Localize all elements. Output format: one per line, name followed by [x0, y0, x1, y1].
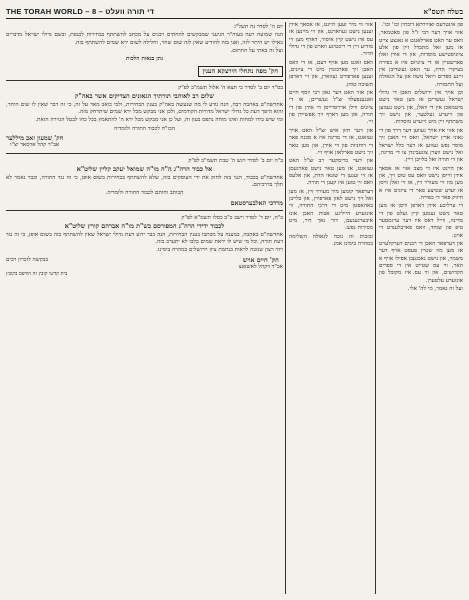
signature-title: אב"ד קהל ארסאד יצ"ו [10, 142, 60, 149]
masthead: THE TORAH WORLD – 8 – די תורה וועלט [6, 6, 155, 16]
signature-block [6, 135, 283, 150]
letter-closing: הכו"ח לכבוד התורה ולומדיה [114, 125, 175, 132]
letter-4 [6, 213, 283, 282]
newspaper-page [6, 4, 463, 594]
column-paragraph: די ערליכע אידן דארפן וויסן אז מען טאר נישט נעמען קיין געלט פון די מדינה, ווייל דאס איז דער ערגסטער טיפ פון שוחד, וואס פארבלענדט די אויגן. [379, 203, 463, 239]
column-middle [289, 22, 373, 594]
letter-3 [6, 156, 283, 211]
letter-addressee: לכבוד ידידי הרה"ג המפורסם כש"ת מו"ה אברהם קורץ שליט"א [64, 222, 225, 231]
column-letters [6, 22, 283, 594]
letter-paragraph: הכותב וחותם לכבוד התורה ולומדיה. [105, 190, 184, 197]
signature: חק' שמעון זאב מיללער [6, 135, 64, 143]
signature: הק' חיים אויש [242, 256, 279, 264]
letter-2 [6, 83, 283, 154]
letter-date: ב"ה יום ב' לסדר ויגש ה' טבת תשמ"ב לפ"ק [188, 157, 283, 164]
column-paragraph: און דער חזון איש זצ"ל האט אויך געזאגט, אז די מדינה איז א סכנה פאר די רוחניות פון די אידן, און מען טאר זיך נישט פארלאזן אויף זיי. [289, 127, 373, 156]
column-right [379, 22, 463, 594]
signature: מרדכי האלבערסטאם [230, 199, 283, 207]
column-paragraph: און אזוי איז אויך געווען דער דרך פון די גאוני ארץ ישראל, וואס זיי האבן זיך מוסר נפש געווען אז דער כלל ישראל זאל נישט ווערן צוגעבינדן צו די מדינה, און די תורה זאל בלייבן ריין. [379, 127, 463, 164]
stamp-line: בית קדשי קובץ זה הודפס בקובץ [6, 271, 68, 278]
letter-addressee: אל כבוד הרה"ג ה"ה מו"ה שמואל יעקב קליין שליט"א [76, 165, 213, 174]
signature-block [6, 200, 283, 207]
column-paragraph: און דער בריסקער רב זצ"ל האט געזאגט, אז מען טאר נישט פארגעסן אז זיי זענען די שונאי הדת, און אלעס וואס זיי טוען איז קעגן די תורה. [289, 158, 373, 187]
signature-note: בבקשה לזכרון רבים [6, 256, 49, 263]
column-rule [285, 22, 286, 594]
columns [6, 22, 463, 594]
letter-paragraph: אחדשה"ט בכבוד, הנני בזה לחזק את ידי העוסקים בזה, שלא להשתתף בבחירות בשום אופן, כי זה נגד התורה, וכבר נאמר לא תלך בדרכיהם. [6, 174, 283, 188]
signature-block [6, 66, 283, 77]
column-paragraph: און דערפאר האבן די רבנים דערקלערט אז מען מוז שטיין פעסט אויף דער משמר, און נישט נאכגעבן אפילו אויף א האר, ווי עס שטייט אין די ספרים הקדושים, און ווי עס איז מקובל פון אונזערע עלטערן. [379, 240, 463, 284]
letter-addressee: שלום רב לאוהבי תורתיך הגאונים הצדיקים אשר באה"ק [75, 92, 214, 101]
letter-date: ב"ה, יום ד' לסדר וישב כ"ב כסלו תשמ"א לפ"ק [181, 214, 283, 221]
column-paragraph: אזוי אויך דער רבי ז"ל פון סאטמאר, וואס ער האט פארלאנגט א גאנצע צייט אז מען זאל מתבדל זיין פון אלע ציוניסטישע מוסדות, און די אידן זאלן פארשטיין אז די ציוניזם איז א כפירה בעיקרי הדת, ער האט געשריבן אין זיינע ספרים ויואל משה און על הגאולה ועל התמורה. [379, 30, 463, 88]
section-label: בשלח תשס"א [423, 6, 463, 16]
column-paragraph: און היינט איז די מצב אזוי אז אסאך אידן ווייסן נישט וואס עס טוט זיך, און מען מוז זיי מעורר זיין, אז זיי זאלן וויסן אז יעדע שטיצע פאר די ציונים איז א חיזוק פאר די כפירה. [379, 165, 463, 201]
running-head [6, 4, 463, 19]
letter-date: יום ה' לסדר נח תשל"ג [233, 24, 283, 30]
letter-paragraph: הנה שמועה רעה בעוה"ר הגיעני שמבקשים להחתים רבנים על מכתב להשתתף בבחירות לכנסת, ובשם גדולי ישראל מדברים כאילו יש היתר לזה, ואני בזה להודיע שאין לזה שום שחר, וחלילה לשום ירא שמים להשתתף בזה. [6, 32, 283, 46]
letter-paragraph: אחדשה"ט באהבה רבה, הנה נודע לי מה שנעשה באה"ק בענין הבחירות, ולבי כואב מאד על זה, כי זה דבר שאין לו שום היתר, והוא היפך דעת כל גדולי ישראל מדורות הקודמים, ולכן אני מבקש מכל ירא שמים שיתרחק מזה. [6, 101, 283, 116]
letter-paragraph: אחדשה"ט באהבה, במענה על מכתבו בענין הבחירות, הנה כבר ידוע דעת גדולי ישראל שאין להשתתף בזה בשום אופן, כי זה נגד דעת תורה, וכל מי שיש לו יראת שמים בלבו לא יתערב בזה. [6, 231, 283, 245]
signature-title: אב"ד דקהל לאשאנצ [238, 263, 283, 270]
letter-1 [6, 22, 283, 81]
column-rule [375, 22, 376, 594]
column-paragraph: ובזכות זה נזכה לגאולה השלימה במהרה בימינו אמן. [289, 233, 373, 247]
column-paragraph: וואס זאגט מען אויף דעם, אז די וואס האבן זיך פארבונדן מיט די ציונים, זענען פארפירט געווארן, און זיי דארפן תשובה טוהן. [289, 59, 373, 88]
letter-closing-title: נתן בנאות הלכות [126, 56, 163, 63]
letter-paragraph: ומי שיש בידו למחות ואינו מוחה נתפס בעון זה, ועל כן אני מבקש מכל ירא ה' להתאמץ בכל כחו לבטל הגזירה הזאת. [35, 117, 283, 124]
letter-paragraph: ועל זה באתי על החתום. [230, 48, 283, 55]
column-paragraph: אזוי ווי מיר זעען היינט, אז אסאך אידן זענען נישט געווארנט, און זיי מיינען אז עס איז נישט קיין איסור, דארף מען זיי מודיע זיין די ריכטיגע ווארט פון די גדולי הדור. [289, 22, 373, 58]
column-paragraph: וכן אויך אין ירושלים האבן די גדולי ישראל געשריבן אז מען טאר נישט מיטמאכן אין די וואלן, און נישט נעמען פון זייערע געלטער, און נישט זיך משתתף זיין מיט זייערע מוסדות. [379, 90, 463, 126]
signature-block [6, 257, 283, 272]
column-paragraph: ועל זה נאמר, מי לה' אלי. [407, 286, 463, 293]
letter-date: בס"ד יום ב' לסדר כי תצא ה' אלול תשמ"ב לפ"ק [178, 85, 283, 92]
signature-box: חק' מפה נתחלי הירצקא הענין [198, 66, 283, 77]
column-paragraph: פון אינטרעס ואווירתא דוכתין וכו' וכו'. [381, 22, 463, 28]
column-paragraph: און אזוי האט דער גאון רבי יוסף חיים זאננענפעלד זצ"ל געשריבן, אז די ציונים ווילן ארויסרייסן די אידן פון די תורה, און מען דארף זיך אפשיידן פון זיי. [289, 90, 373, 126]
column-paragraph: דערפאר קומען מיר מעורר זיין, אז מען זאל זיך נישט לאזן פארפירן, און בלייבן באהאפטן מיט די דרכי התורה, ווי אונזערע הייליגע אבות האבן אונז איבערגעגעבן, דור נאך דור, מיט מסירות נפש. [289, 188, 373, 232]
letter-paragraph: ויהי רצון שנזכה לראות בנחמת ציון וירושלים במהרה בימינו. [156, 247, 283, 254]
